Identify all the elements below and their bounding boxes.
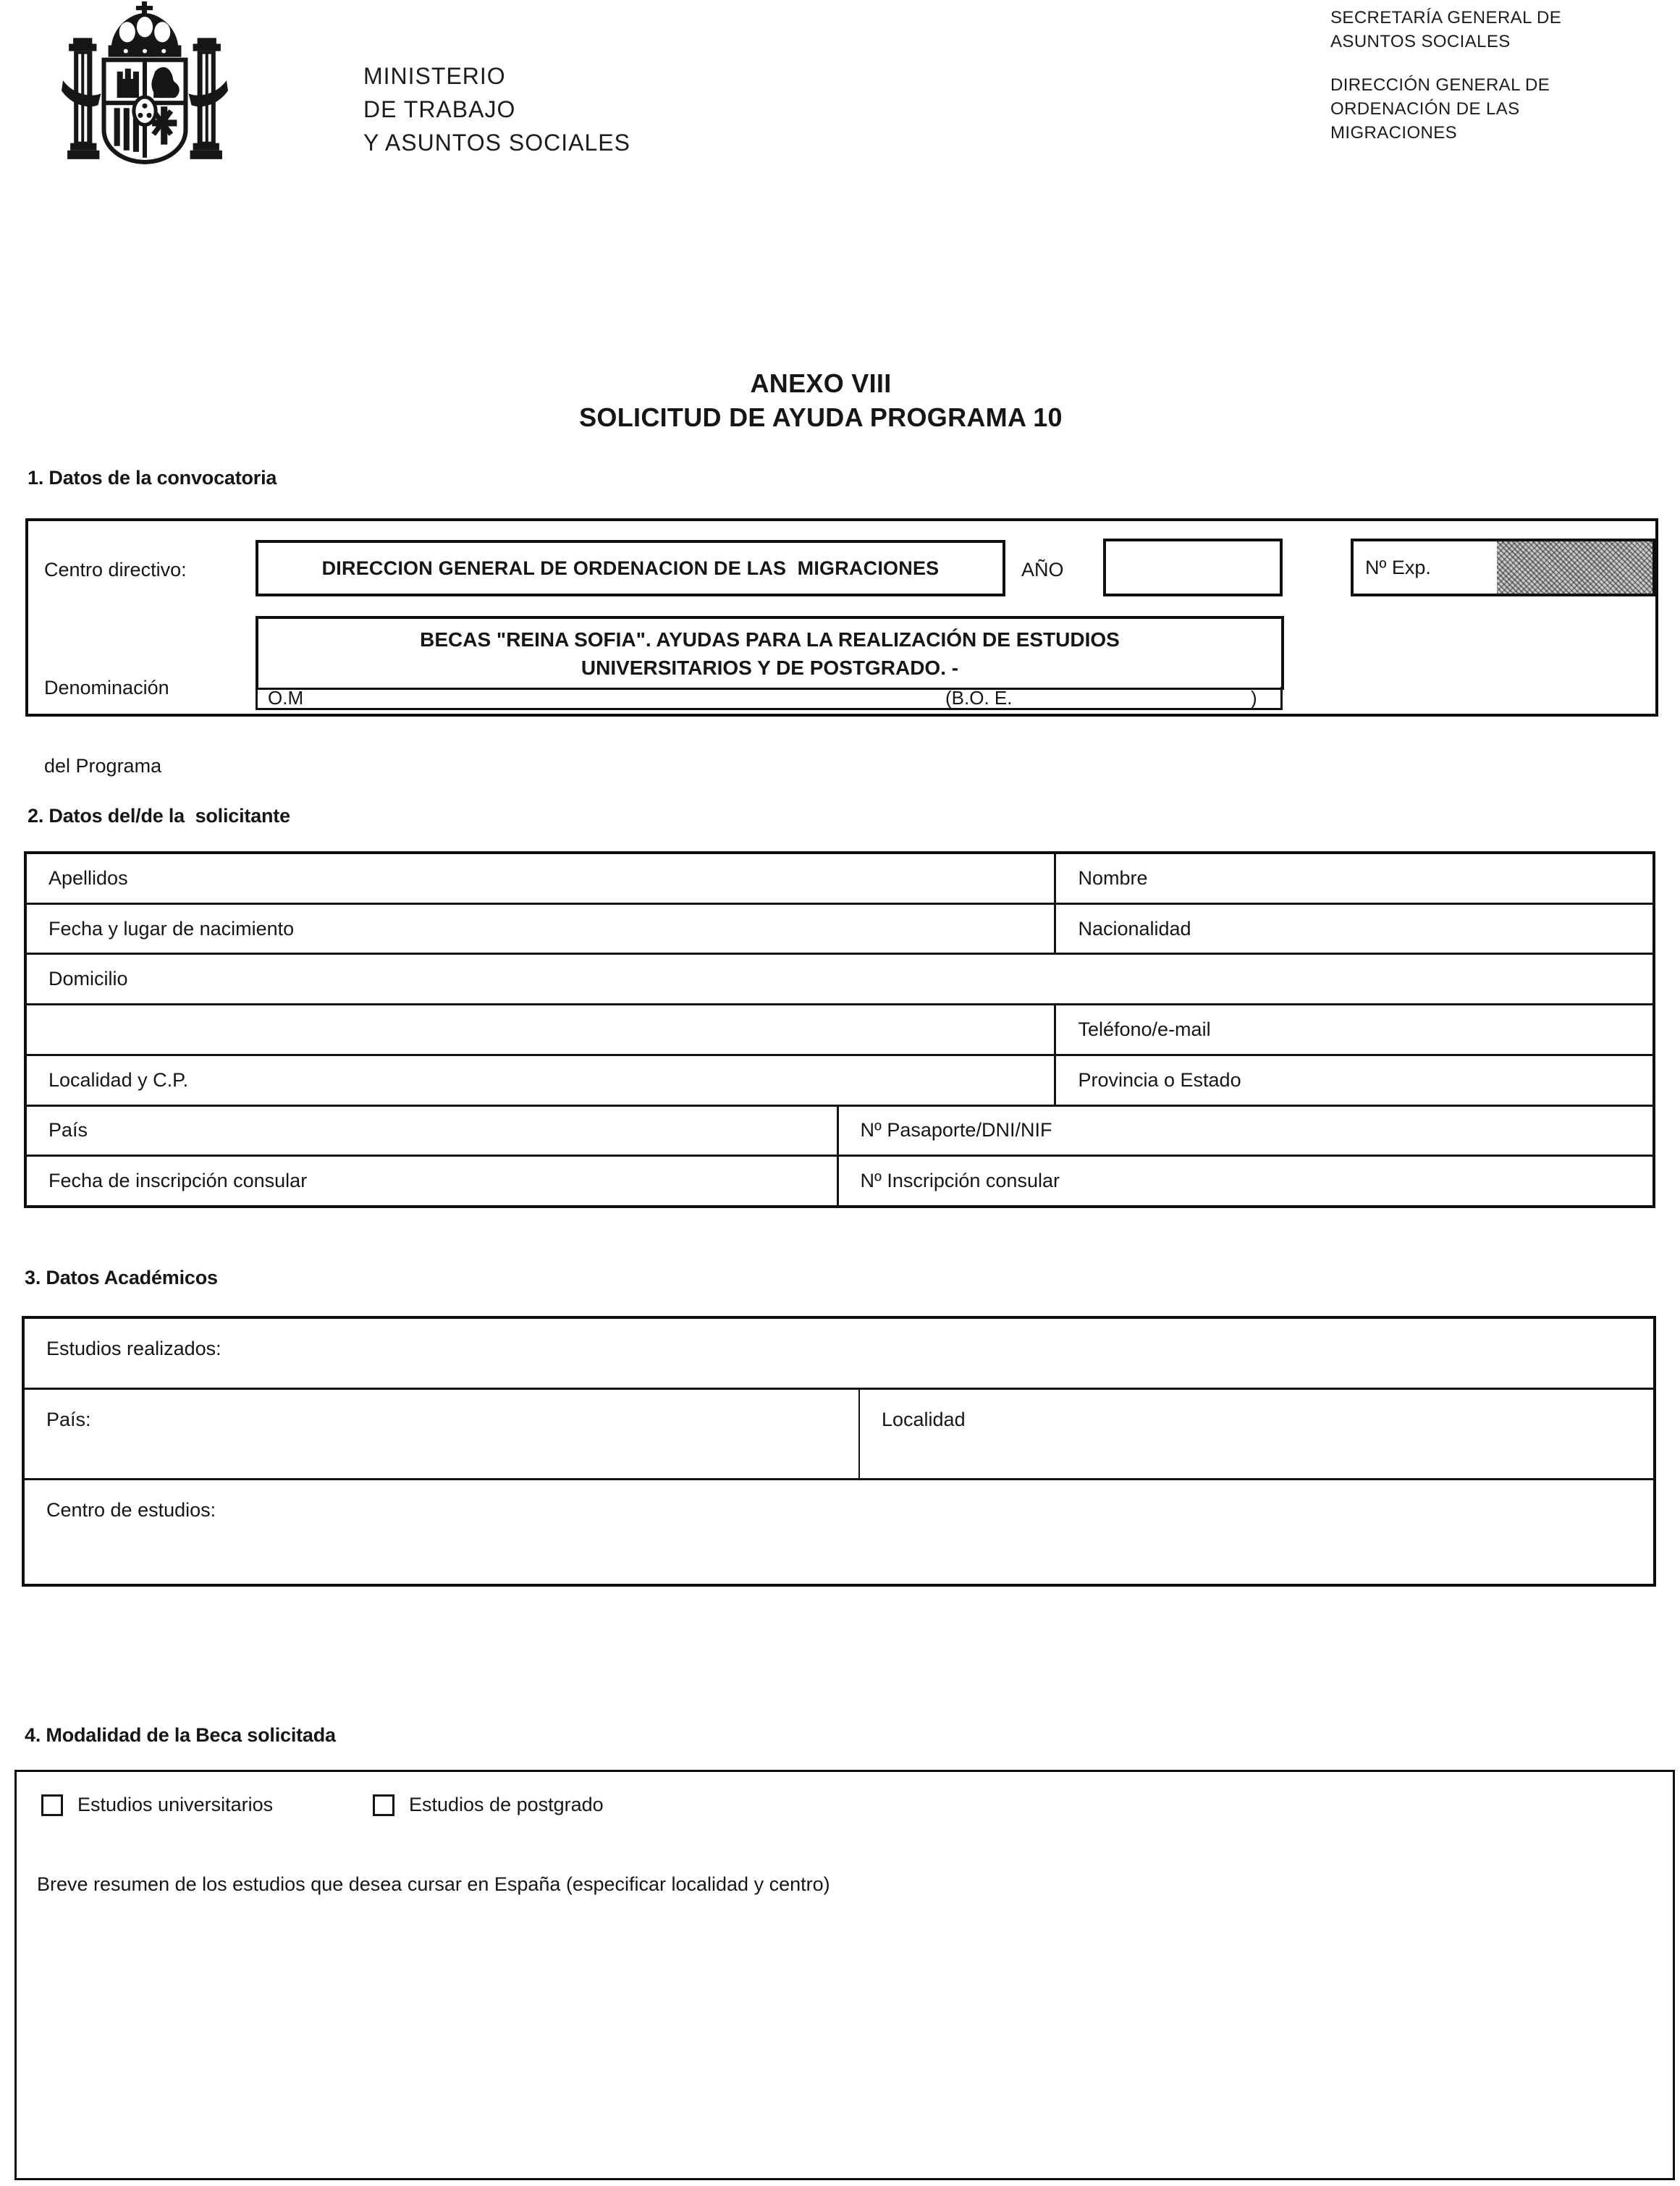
direccion-line: MIGRACIONES xyxy=(1330,123,1458,143)
convocatoria-table xyxy=(25,518,1658,777)
resumen-estudios-field[interactable] xyxy=(20,1909,1666,2170)
field-fecha-lugar-nacimiento[interactable] xyxy=(27,905,1054,953)
num-exp-shaded-field[interactable] xyxy=(1497,541,1652,594)
om-label: O.M xyxy=(268,687,304,709)
field-nombre[interactable] xyxy=(1054,854,1652,903)
num-exp-box xyxy=(1351,539,1655,596)
programa-value-line: UNIVERSITARIOS Y DE POSTGRADO. - xyxy=(581,656,959,679)
checkbox-label: Estudios universitarios xyxy=(77,1794,274,1815)
section3-heading: 3. Datos Académicos xyxy=(25,1267,218,1288)
field-nacionalidad[interactable] xyxy=(1054,905,1652,953)
num-exp-label: Nº Exp. xyxy=(1354,541,1497,594)
ministry-line: DE TRABAJO xyxy=(363,96,516,122)
field-apellidos[interactable] xyxy=(27,854,1054,903)
field-domicilio-continuation[interactable] xyxy=(27,1005,1054,1054)
field-localidad-estudios[interactable] xyxy=(858,1390,1653,1478)
field-pais[interactable] xyxy=(27,1107,837,1155)
section1-heading: 1. Datos de la convocatoria xyxy=(28,467,277,489)
checkbox-label: Estudios de postgrado xyxy=(409,1794,604,1815)
field-label: Fecha de inscripción consular xyxy=(48,1170,308,1192)
table-row xyxy=(27,1054,1652,1105)
boe-open-label: (B.O. E. xyxy=(945,687,1013,709)
ministry-line: Y ASUNTOS SOCIALES xyxy=(363,130,630,156)
ministry-line: MINISTERIO xyxy=(363,63,506,89)
ano-input-box[interactable] xyxy=(1103,539,1283,596)
centro-directivo-value: DIRECCION GENERAL DE ORDENACION DE LAS MIGRACIONES xyxy=(321,557,940,579)
field-pasaporte-dni-nif[interactable] xyxy=(837,1107,1653,1155)
field-centro-estudios[interactable] xyxy=(25,1480,1653,1584)
field-provincia-estado[interactable] xyxy=(1054,1056,1652,1105)
option-estudios-universitarios xyxy=(41,1794,273,1816)
programa-value-box xyxy=(256,616,1284,690)
programa-value-line: BECAS "REINA SOFIA". AYUDAS PARA LA REALIZACIÓN DE ESTUDIOS xyxy=(420,628,1120,651)
form-subtitle: SOLICITUD DE AYUDA PROGRAMA 10 xyxy=(579,402,1063,432)
boe-close-paren: ) xyxy=(1251,687,1257,709)
checkbox-estudios-postgrado-icon[interactable] xyxy=(373,1794,394,1816)
denominacion-programa-label xyxy=(44,623,169,831)
field-label: Teléfono/e-mail xyxy=(1078,1018,1211,1041)
table-row xyxy=(27,1155,1652,1205)
field-label: Nombre xyxy=(1078,866,1148,889)
direccion-line: ORDENACIÓN DE LAS xyxy=(1330,99,1520,119)
field-telefono-email[interactable] xyxy=(1054,1005,1652,1054)
table-row xyxy=(25,1319,1653,1388)
secretaria-line: ASUNTOS SOCIALES xyxy=(1330,32,1511,51)
issuing-bodies xyxy=(1330,6,1561,145)
field-num-inscripcion-consular[interactable] xyxy=(837,1157,1653,1205)
field-domicilio[interactable] xyxy=(27,955,1652,1003)
ano-label: AÑO xyxy=(1021,559,1064,581)
field-label: Centro de estudios: xyxy=(46,1499,216,1521)
centro-directivo-value-box xyxy=(256,540,1005,596)
resumen-estudios-label: Breve resumen de los estudios que desea cursar en España (especificar localidad y centro) xyxy=(37,1873,830,1895)
ministry-name xyxy=(363,59,630,159)
field-label: Localidad xyxy=(882,1409,966,1430)
table-row xyxy=(27,854,1652,903)
field-label: Domicilio xyxy=(48,968,128,990)
option-estudios-postgrado xyxy=(373,1794,604,1816)
direccion-general xyxy=(1330,73,1561,145)
datos-academicos-table xyxy=(22,1316,1656,1587)
section4-heading: 4. Modalidad de la Beca solicitada xyxy=(25,1724,336,1746)
field-label: Estudios realizados: xyxy=(46,1338,221,1359)
table-row xyxy=(27,1105,1652,1155)
table-row xyxy=(25,1388,1653,1478)
checkbox-estudios-universitarios-icon[interactable] xyxy=(41,1794,63,1816)
annex-number: ANEXO VIII xyxy=(750,368,892,398)
form-title xyxy=(0,366,1642,434)
field-label: Nº Inscripción consular xyxy=(860,1170,1060,1192)
modalidad-beca-box xyxy=(14,1770,1675,2180)
spain-coat-of-arms-icon xyxy=(59,1,230,169)
field-fecha-inscripcion-consular[interactable] xyxy=(27,1157,837,1205)
om-boe-row[interactable] xyxy=(256,687,1283,710)
table-row xyxy=(27,1003,1652,1054)
direccion-line: DIRECCIÓN GENERAL DE xyxy=(1330,75,1550,95)
field-label: País: xyxy=(46,1409,91,1430)
table-row xyxy=(27,903,1652,953)
field-estudios-realizados[interactable] xyxy=(25,1319,1653,1388)
table-row xyxy=(25,1478,1653,1584)
field-localidad-cp[interactable] xyxy=(27,1056,1054,1105)
field-label: Nº Pasaporte/DNI/NIF xyxy=(860,1119,1052,1141)
solicitante-table xyxy=(24,851,1655,1208)
field-label: Provincia o Estado xyxy=(1078,1068,1241,1091)
section2-heading: 2. Datos del/de la solicitante xyxy=(28,805,290,827)
denominacion-label-line: del Programa xyxy=(44,755,162,777)
centro-directivo-label: Centro directivo: xyxy=(44,559,187,581)
field-label: País xyxy=(48,1119,88,1141)
field-label: Localidad y C.P. xyxy=(48,1068,189,1091)
field-label: Nacionalidad xyxy=(1078,917,1191,940)
field-pais-estudios[interactable] xyxy=(25,1390,858,1478)
table-row xyxy=(27,953,1652,1003)
field-label: Fecha y lugar de nacimiento xyxy=(48,917,295,940)
field-label: Apellidos xyxy=(48,866,128,889)
denominacion-label-line: Denominación xyxy=(44,677,169,699)
secretaria-general xyxy=(1330,6,1561,54)
secretaria-line: SECRETARÍA GENERAL DE xyxy=(1330,8,1562,28)
